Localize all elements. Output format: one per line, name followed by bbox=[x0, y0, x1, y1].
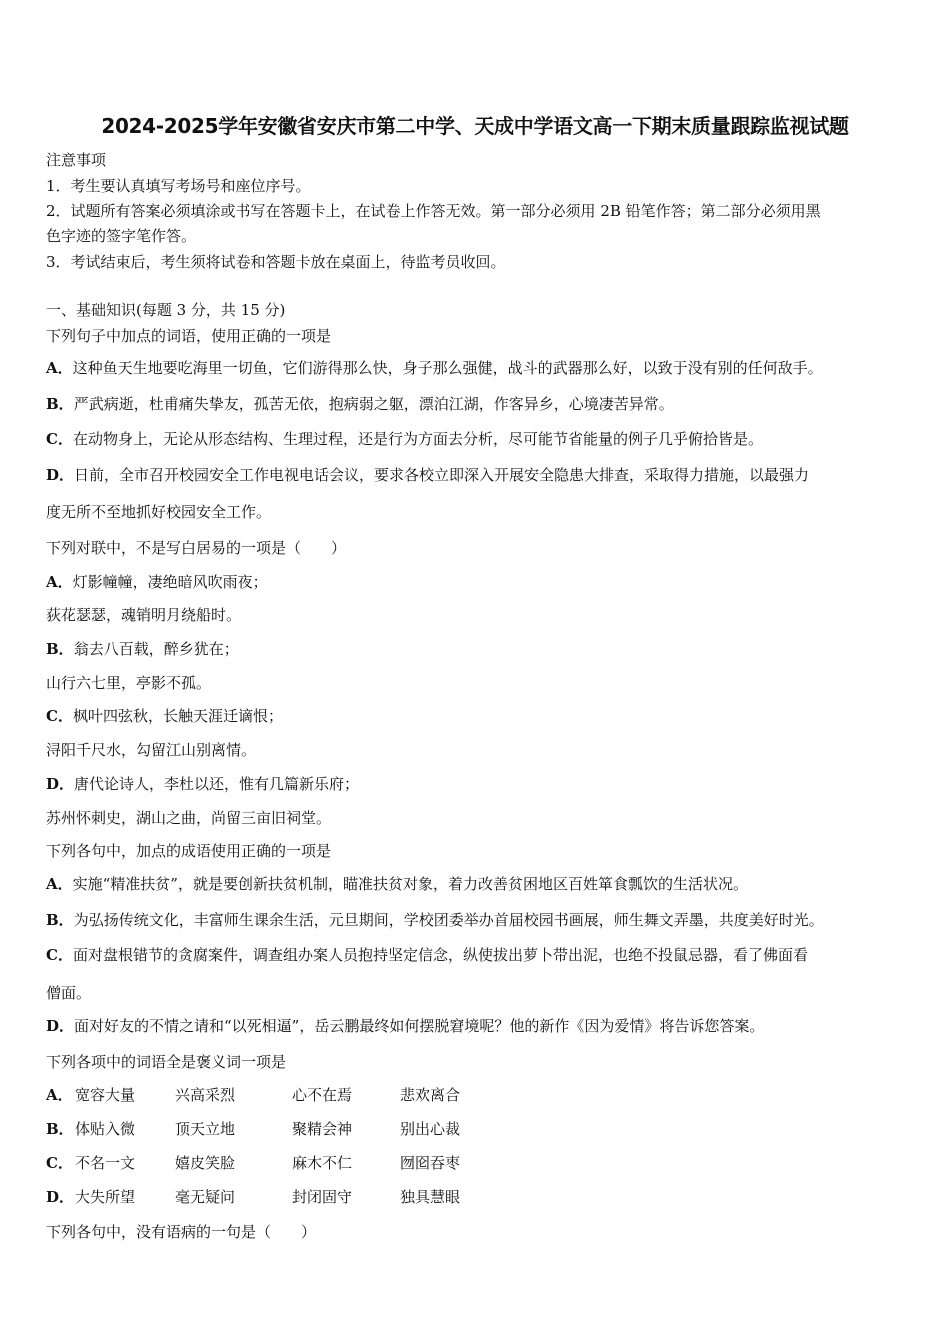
option-text: 日前，全市召开校园安全工作电视电话会议，要求各校立即深入开展安全隐患大排查，采取得力措施，以最强力 bbox=[74, 466, 810, 484]
option-c bbox=[46, 430, 763, 448]
question-stem: 下列对联中，不是写白居易的一项是（ ） bbox=[46, 539, 347, 557]
notice-item: 色字迹的签字笔作答。 bbox=[46, 227, 197, 245]
option-a-line2: 荻花瑟瑟，魂销明月绕船时。 bbox=[46, 606, 242, 624]
option-c bbox=[46, 707, 283, 725]
option-label: B． bbox=[46, 640, 74, 658]
word: 封闭固守 bbox=[292, 1188, 353, 1206]
option-d bbox=[46, 1017, 764, 1035]
option-d bbox=[46, 466, 809, 484]
option-label: C． bbox=[46, 1154, 73, 1172]
option-b bbox=[46, 640, 239, 658]
word: 嬉皮笑脸 bbox=[175, 1154, 236, 1172]
option-text: 面对好友的不情之请和“以死相逼”，岳云鹏最终如何摆脱窘境呢？他的新作《因为爱情》将告诉您答案。 bbox=[74, 1017, 765, 1035]
word: 聚精会神 bbox=[292, 1120, 353, 1138]
option-continuation: 僧面。 bbox=[46, 984, 92, 1002]
option-text: 面对盘根错节的贪腐案件，调查组办案人员抱持坚定信念，纵使拔出萝卜带出泥，也绝不投鼠忌器，看了佛面看 bbox=[72, 946, 808, 964]
word: 独具慧眼 bbox=[400, 1188, 461, 1206]
option-a bbox=[46, 359, 823, 377]
option-b-line2: 山行六七里，亭影不孤。 bbox=[46, 674, 212, 692]
option-a bbox=[46, 875, 748, 893]
option-text: 在动物身上，无论从形态结构、生理过程，还是行为方面去分析，尽可能节省能量的例子几乎俯拾皆是。 bbox=[72, 430, 763, 448]
option-label: A． bbox=[46, 1086, 73, 1104]
option-c bbox=[46, 946, 808, 964]
option-label: D． bbox=[46, 775, 75, 793]
option-a bbox=[46, 573, 268, 591]
word: 心不在焉 bbox=[292, 1086, 353, 1104]
word: 顶天立地 bbox=[175, 1120, 236, 1138]
word: 囫囵吞枣 bbox=[400, 1154, 461, 1172]
option-label: A． bbox=[46, 875, 73, 893]
notice-item: 2．试题所有答案必须填涂或书写在答题卡上，在试卷上作答无效。第一部分必须用 2B 铅笔作答；第二部分必须用黑 bbox=[46, 202, 821, 220]
word: 悲欢离合 bbox=[400, 1086, 461, 1104]
option-b bbox=[46, 911, 824, 929]
option-text: 实施“精准扶贫”，就是要创新扶贫机制，瞄准扶贫对象，着力改善贫困地区百姓箪食瓢饮的生活状况。 bbox=[72, 875, 748, 893]
word: 毫无疑问 bbox=[175, 1188, 236, 1206]
question-stem: 下列各句中，没有语病的一句是（ ） bbox=[46, 1223, 317, 1241]
option-label: C． bbox=[46, 430, 73, 448]
option-label: A． bbox=[46, 573, 73, 591]
option-b bbox=[46, 395, 674, 413]
word: 不名一文 bbox=[75, 1154, 136, 1172]
notice-item: 3．考试结束后，考生须将试卷和答题卡放在桌面上，待监考员收回。 bbox=[46, 253, 506, 271]
option-label: A． bbox=[46, 359, 73, 377]
option-continuation: 度无所不至地抓好校园安全工作。 bbox=[46, 503, 272, 521]
option-text: 严武病逝，杜甫痛失挚友，孤苦无依，抱病弱之躯，漂泊江湖，作客异乡，心境凄苦异常。 bbox=[73, 395, 674, 413]
option-label: C． bbox=[46, 946, 73, 964]
word: 体贴入微 bbox=[75, 1120, 136, 1138]
option-d-line2: 苏州怀刺史，湖山之曲，尚留三亩旧祠堂。 bbox=[46, 809, 332, 827]
word: 宽容大量 bbox=[75, 1086, 136, 1104]
option-label: D． bbox=[46, 466, 75, 484]
section-heading: 一、基础知识(每题 3 分，共 15 分) bbox=[46, 301, 286, 319]
question-stem: 下列各句中，加点的成语使用正确的一项是 bbox=[46, 842, 332, 860]
option-c-line2: 浔阳千尺水，勾留江山别离情。 bbox=[46, 741, 257, 759]
notice-item: 1．考生要认真填写考场号和座位序号。 bbox=[46, 177, 311, 195]
option-label: C． bbox=[46, 707, 73, 725]
question-stem: 下列句子中加点的词语，使用正确的一项是 bbox=[46, 327, 332, 345]
option-d bbox=[46, 775, 359, 793]
option-text: 唐代论诗人，李杜以还，惟有几篇新乐府； bbox=[74, 775, 360, 793]
question-stem: 下列各项中的词语全是褒义词一项是 bbox=[46, 1053, 287, 1071]
word: 别出心裁 bbox=[400, 1120, 461, 1138]
option-text: 这种鱼天生地要吃海里一切鱼，它们游得那么快，身子那么强健，战斗的武器那么好，以致于没有别的任何敌手。 bbox=[72, 359, 823, 377]
word: 麻木不仁 bbox=[292, 1154, 353, 1172]
option-label: D． bbox=[46, 1188, 75, 1206]
notice-heading: 注意事项 bbox=[46, 151, 107, 169]
document-title: 2024-2025学年安徽省安庆市第二中学、天成中学语文高一下期末质量跟踪监视试题 bbox=[101, 114, 849, 138]
option-text: 为弘扬传统文化，丰富师生课余生活，元旦期间，学校团委举办首届校园书画展，师生舞文弄墨，共度美好时光。 bbox=[73, 911, 824, 929]
word: 兴高采烈 bbox=[175, 1086, 236, 1104]
option-label: D． bbox=[46, 1017, 75, 1035]
option-text: 枫叶四弦秋，长触天涯迁谪恨； bbox=[72, 707, 283, 725]
option-label: B． bbox=[46, 1120, 74, 1138]
option-text: 翁去八百载，醉乡犹在； bbox=[73, 640, 239, 658]
option-text: 灯影幢幢，凄绝暗风吹雨夜； bbox=[72, 573, 268, 591]
word: 大失所望 bbox=[75, 1188, 136, 1206]
option-label: B． bbox=[46, 911, 74, 929]
option-label: B． bbox=[46, 395, 74, 413]
